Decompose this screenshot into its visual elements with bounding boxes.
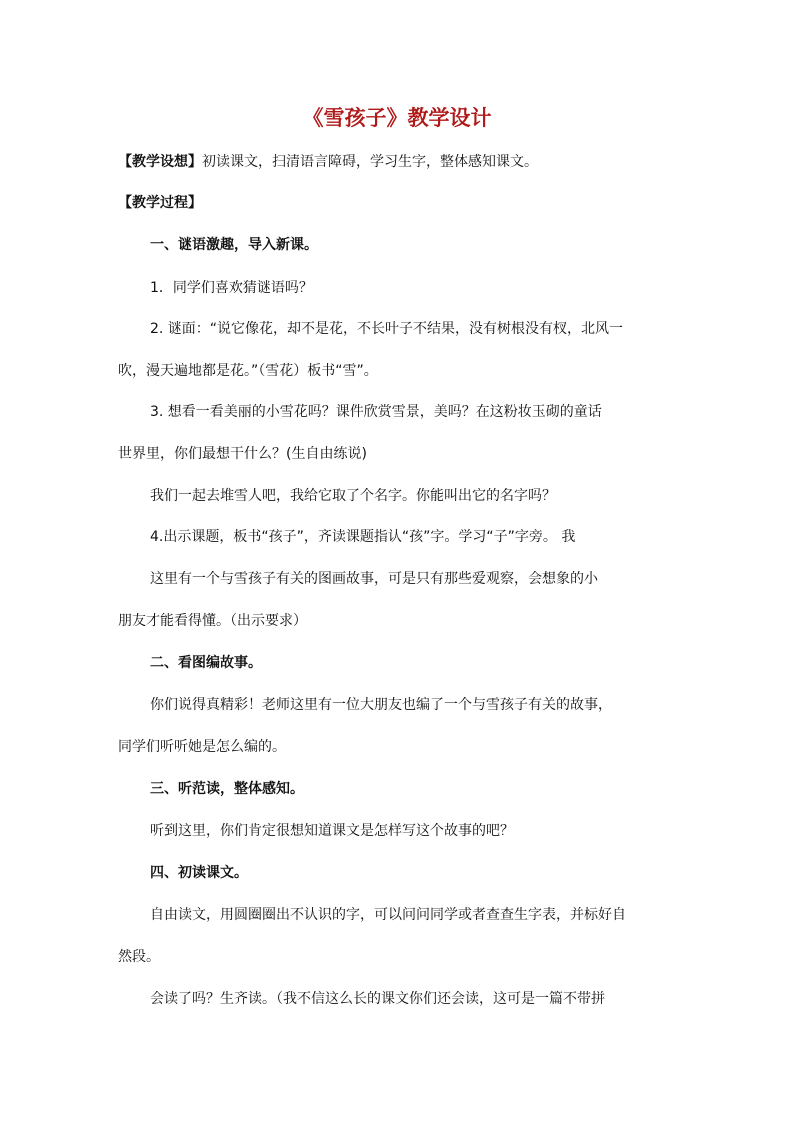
document-title: 《雪孩子》教学设计 [302, 105, 492, 130]
paragraph-line: 然段。 [118, 949, 160, 965]
paragraph-line: 我们一起去堆雪人吧，我给它取了个名字。你能叫出它的名字吗？ [150, 488, 556, 504]
paragraph-line: 自由读文，用圆圈圈出不认识的字，可以问问同学或者查查生字表，并标好自 [150, 907, 626, 923]
paragraph-line: 这里有一个与雪孩子有关的图画故事，可是只有那些爱观察，会想象的小 [150, 571, 598, 587]
section-heading-1: 一、谜语激趣，导入新课。 [150, 237, 318, 253]
paragraph-line: 同学们听听她是怎么编的。 [118, 739, 286, 755]
paragraph-line: 听到这里，你们肯定很想知道课文是怎样写这个故事的吧？ [150, 823, 514, 839]
paragraph-line: 会读了吗？生齐读。（我不信这么长的课文你们还会读，这可是一篇不带拼 [150, 991, 605, 1007]
teaching-idea-text: 初读课文，扫清语言障碍，学习生字，整体感知课文。 [202, 154, 538, 170]
paragraph-line: 4.出示课题，板书“孩子”，齐读课题指认“孩”字。学习“子”字旁。 我 [150, 529, 576, 545]
paragraph-line: 朋友才能看得懂。（出示要求） [118, 613, 307, 629]
paragraph-line: 吹，漫天遍地都是花。”（雪花）板书“雪”。 [118, 363, 378, 379]
section-heading-3: 三、听范读，整体感知。 [150, 781, 304, 797]
paragraph-line: 3. 想看一看美丽的小雪花吗？课件欣赏雪景，美吗？在这粉妆玉砌的童话 [150, 404, 602, 420]
section-heading-2: 二、看图编故事。 [150, 655, 262, 671]
teaching-idea-line [118, 152, 538, 172]
teaching-idea-label: 【教学设想】 [118, 154, 202, 170]
paragraph-line: 你们说得真精彩！老师这里有一位大朋友也编了一个与雪孩子有关的故事， [150, 697, 612, 713]
paragraph-line: 1．同学们喜欢猜谜语吗？ [150, 280, 313, 296]
paragraph-line: 2. 谜面：“说它像花，却不是花，不长叶子不结果，没有树根没有杈，北风一 [150, 321, 624, 337]
paragraph-line: 世界里，你们最想干什么？(生自由练说) [118, 446, 367, 462]
section-heading-4: 四、初读课文。 [150, 865, 248, 881]
teaching-process-label: 【教学过程】 [118, 195, 202, 211]
